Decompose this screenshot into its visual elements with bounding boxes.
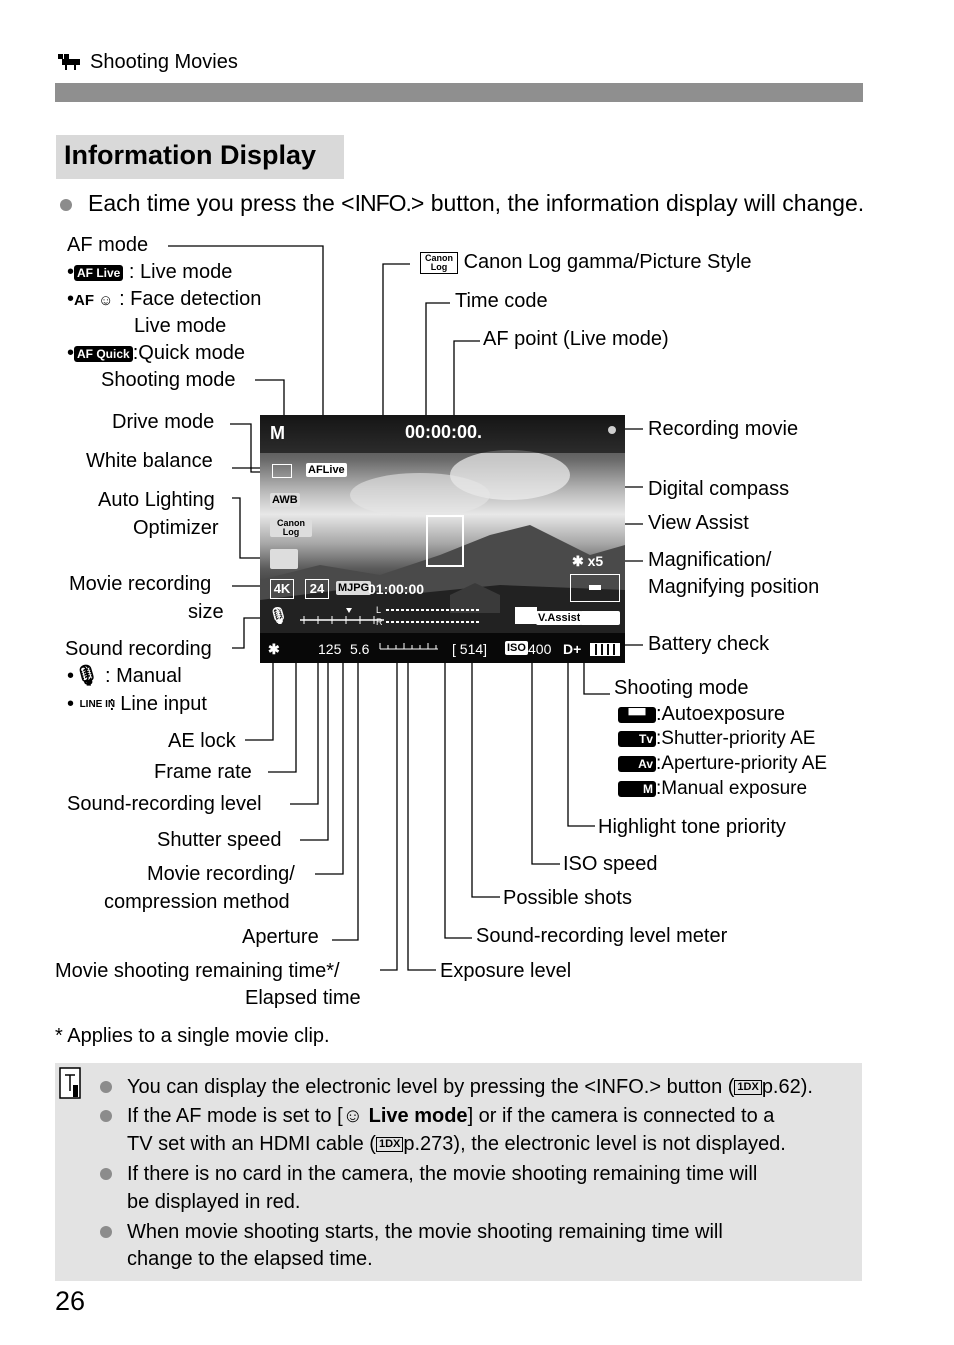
compass-label: Digital compass: [648, 478, 790, 500]
note-2: If the AF mode is set to [☺ Live mode] or if the camera is connected to a: [127, 1105, 775, 1127]
recording-indicator: [608, 426, 616, 434]
screen-shutter: 125: [318, 641, 342, 657]
screen-assist: V.Assist: [538, 612, 581, 624]
note-4: When movie shooting starts, the movie shooting remaining time will: [127, 1221, 723, 1243]
bullet-icon: [100, 1081, 112, 1093]
screen-zoom: ✱ x5: [572, 553, 604, 569]
recording-label: Recording movie: [648, 418, 799, 440]
screen-size: 4K: [270, 579, 294, 599]
white-balance-label: White balance: [86, 450, 213, 472]
info-key: INFO.: [354, 190, 411, 216]
remaining-label-1: Movie shooting remaining time*/: [55, 960, 340, 982]
screen-shots: [ 514]: [452, 641, 488, 657]
compression-label-2: compression method: [104, 891, 290, 913]
shots-label: Possible shots: [503, 887, 632, 909]
af-face-item-2: Live mode: [134, 315, 227, 337]
movie-m-icon: M: [618, 781, 656, 797]
af-point-frame: [426, 515, 464, 567]
af-face-item: •AF ☺ : Face detection: [67, 288, 262, 310]
magnification-label-1: Magnification/: [648, 549, 772, 571]
canon-log-item: Canon Log Canon Log gamma/Picture Style: [420, 250, 752, 274]
screen-codec: MJPG: [338, 582, 370, 594]
book-ref-icon: 1DX: [376, 1137, 403, 1152]
magnification-label-2: Magnifying position: [648, 576, 820, 598]
alo-icon: [270, 549, 298, 569]
iso-label: ISO speed: [563, 853, 658, 875]
compass-icon: [515, 607, 537, 624]
screen-timecode: 00:00:00.: [405, 422, 483, 442]
time-code-label: Time code: [455, 290, 548, 312]
highlight-label: Highlight tone priority: [598, 816, 786, 838]
mic-manual-icon: 🎙: [74, 665, 100, 687]
screen-fps: 24: [305, 579, 329, 599]
screen-remaining: 01:00:00: [368, 581, 425, 597]
screen-mode: M: [270, 423, 285, 443]
battery-label: Battery check: [648, 633, 770, 655]
auto-exposure-item: ▀▀ :Autoexposure: [618, 702, 785, 726]
level-meter: [376, 603, 486, 629]
footnote: * Applies to a single movie clip.: [55, 1025, 330, 1047]
drive-single-icon: [272, 464, 292, 478]
svg-text:R: R: [376, 617, 383, 627]
bullet-icon: [100, 1110, 112, 1122]
screen-af-badge: AFLive: [308, 464, 345, 476]
page-title: Information Display: [64, 140, 317, 170]
mic-icon: 🎙: [268, 608, 289, 625]
battery-icon: [590, 643, 620, 656]
movie-av-icon: Av: [618, 756, 656, 772]
sound-level-slider: [298, 605, 388, 627]
af-live-icon: AF Live: [74, 265, 123, 281]
movie-tv-icon: Tv: [618, 731, 656, 747]
ae-lock-label: AE lock: [168, 730, 236, 752]
page-number: 26: [55, 1286, 86, 1316]
remaining-label-2: Elapsed time: [245, 987, 361, 1009]
exposure-scale: [378, 637, 440, 651]
screen-shoot-mode-icon: [580, 611, 620, 625]
view-assist-label: View Assist: [648, 512, 749, 534]
bullet-icon: [100, 1226, 112, 1238]
compression-label-1: Movie recording/: [147, 863, 295, 885]
sound-manual-item: •🎙 : Manual: [67, 665, 182, 687]
movie-size-label-1: Movie recording: [69, 573, 212, 595]
screen-dplus: D+: [563, 641, 582, 657]
note-3: If there is no card in the camera, the movie shooting remaining time will: [127, 1163, 758, 1185]
alo-label-1: Auto Lighting: [98, 489, 215, 511]
af-face-icon: AF ☺: [74, 292, 114, 309]
note-4b: change to the elapsed time.: [127, 1248, 373, 1270]
sound-line-item: • LINE IN : Line input: [67, 693, 207, 715]
exposure-label: Exposure level: [440, 960, 572, 982]
note-3b: be displayed in red.: [127, 1191, 301, 1213]
bullet-icon: [100, 1168, 112, 1180]
note-1: You can display the electronic level by pressing the <INFO.> button ( 1DX p.62).: [127, 1076, 813, 1098]
shooting-mode-label-right: Shooting mode: [614, 677, 749, 699]
shooting-mode-label-left: Shooting mode: [101, 369, 236, 391]
tv-ae-item: Tv :Shutter-priority AE: [618, 727, 815, 751]
header-section: Shooting Movies: [90, 51, 238, 73]
camera-screen: [260, 415, 625, 663]
af-point-label: AF point (Live mode): [483, 328, 669, 350]
memo-icon: [59, 1067, 81, 1099]
af-mode-label: AF mode: [67, 234, 149, 256]
shutter-speed-label: Shutter speed: [157, 829, 282, 851]
svg-text:L: L: [376, 605, 382, 615]
canon-log-icon: Canon Log: [420, 252, 458, 274]
af-quick-item: • AF Quick :Quick mode: [67, 342, 245, 364]
face-icon: ☺: [342, 1105, 364, 1127]
aperture-label: Aperture: [242, 926, 319, 948]
frame-rate-label: Frame rate: [154, 761, 252, 783]
af-live-item: • AF Live : Live mode: [67, 261, 233, 283]
sound-level-label: Sound-recording level: [67, 793, 262, 815]
alo-label-2: Optimizer: [133, 517, 219, 539]
screen-iso: 400: [528, 641, 552, 657]
av-ae-item: Av :Aperture-priority AE: [618, 752, 827, 776]
movie-auto-icon: ▀▀: [618, 707, 656, 723]
screen-aperture: 5.6: [350, 641, 370, 657]
manual-exposure-item: M :Manual exposure: [618, 777, 807, 801]
intro-text: Each time you press the <INFO.> button, the information display will change.: [60, 190, 864, 216]
sound-rec-label: Sound recording: [65, 638, 212, 660]
note-2b: TV set with an HDMI cable ( 1DX p.273), the electronic level is not displayed.: [127, 1133, 786, 1155]
drive-mode-label: Drive mode: [112, 411, 215, 433]
screen-iso-label: ISO: [507, 642, 526, 654]
book-ref-icon: 1DX: [734, 1080, 761, 1095]
meter-label: Sound-recording level meter: [476, 925, 728, 947]
screen-awb: AWB: [272, 494, 298, 506]
line-in-icon: LINE IN: [79, 698, 116, 710]
movie-size-label-2: size: [188, 601, 224, 623]
screen-canon-log: Canon Log: [270, 519, 312, 537]
af-quick-icon: AF Quick: [74, 346, 133, 362]
screen-ae-lock: ✱: [268, 641, 280, 657]
magnify-frame: [570, 574, 620, 602]
